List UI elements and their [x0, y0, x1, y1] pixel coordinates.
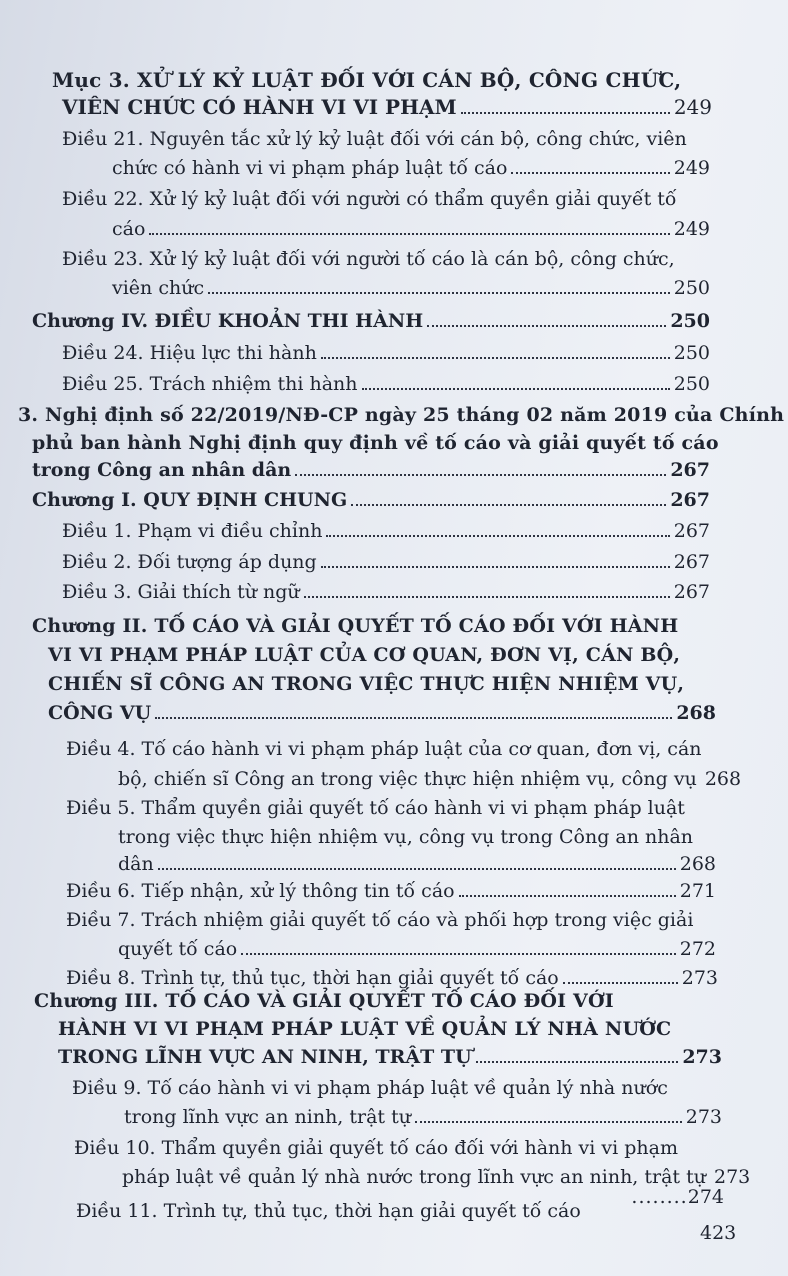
toc-section-muc3-line1: Mục 3. XỬ LÝ KỶ LUẬT ĐỐI VỚI CÁN BỘ, CÔNG CHỨC, [52, 68, 682, 92]
toc-entry-dieu22 [112, 218, 710, 240]
leader-dots [362, 388, 670, 390]
toc-page: 274 [687, 1186, 724, 1208]
leader-dots [511, 172, 669, 174]
toc-text: Điều 2. Đối tượng áp dụng [62, 551, 317, 573]
toc-entry-dieu2 [62, 551, 710, 573]
toc-chapter-3 [58, 1046, 722, 1068]
toc-page: 273 [681, 967, 718, 989]
toc-entry-dieu4 [118, 768, 742, 790]
leader-dots [149, 233, 669, 235]
toc-text: quyết tố cáo [118, 938, 238, 960]
leader-dots [304, 596, 670, 598]
leader-dots: ........ [631, 1186, 688, 1208]
toc-entry-dieu1 [62, 520, 710, 542]
toc-entry-dieu5 [118, 853, 716, 875]
toc-section-muc3 [62, 95, 712, 119]
toc-text: bộ, chiến sĩ Công an trong việc thực hiện nhiệm vụ, công vụ [118, 768, 697, 790]
toc-document-nd22 [32, 459, 710, 481]
toc-page: 268 [704, 768, 742, 790]
leader-dots [241, 953, 676, 955]
toc-text: CÔNG VỤ [48, 702, 152, 724]
toc-chapter-3-line1: Chương III. TỐ CÁO VÀ GIẢI QUYẾT TỐ CÁO ĐỐI VỚI [34, 990, 614, 1012]
toc-page: 249 [673, 95, 712, 119]
toc-entry-dieu21-line1: Điều 21. Nguyên tắc xử lý kỷ luật đối với cán bộ, công chức, viên [62, 128, 687, 150]
toc-page: 272 [679, 938, 716, 960]
toc-chapter-2-line3: CHIẾN SĨ CÔNG AN TRONG VIỆC THỰC HIỆN NHIỆM VỤ, [48, 673, 685, 695]
toc-page: 250 [670, 310, 710, 332]
leader-dots [158, 868, 676, 870]
toc-text: Điều 6. Tiếp nhận, xử lý thông tin tố cáo [66, 880, 455, 902]
toc-text: Điều 11. Trình tự, thủ tục, thời hạn giải quyết tố cáo [76, 1200, 581, 1222]
toc-entry-dieu23-line1: Điều 23. Xử lý kỷ luật đối với người tố cáo là cán bộ, công chức, [62, 248, 675, 270]
toc-document-nd22-line2: phủ ban hành Nghị định quy định về tố cáo và giải quyết tố cáo [32, 432, 719, 454]
toc-page: 249 [673, 218, 710, 240]
toc-text: chức có hành vi vi phạm pháp luật tố cáo [112, 157, 508, 179]
leader-dots [326, 535, 669, 537]
toc-text: pháp luật về quản lý nhà nước trong lĩnh vực an ninh, trật tự [122, 1166, 706, 1188]
toc-entry-dieu23 [112, 277, 710, 299]
toc-text: Chương I. QUY ĐỊNH CHUNG [32, 489, 348, 511]
toc-page: 267 [673, 551, 710, 573]
toc-chapter-2-line2: VI VI PHẠM PHÁP LUẬT CỦA CƠ QUAN, ĐƠN VỊ, CÁN BỘ, [48, 644, 681, 666]
toc-chapter-4 [32, 310, 710, 332]
leader-dots [563, 982, 678, 984]
toc-entry-dieu7-line1: Điều 7. Trách nhiệm giải quyết tố cáo và phối hợp trong việc giải [66, 909, 694, 931]
leader-dots [415, 1121, 682, 1123]
toc-page: 268 [676, 702, 716, 724]
toc-text: trong Công an nhân dân [32, 459, 292, 481]
toc-chapter-2 [48, 702, 716, 724]
toc-entry-dieu6 [66, 880, 716, 902]
toc-page: 267 [673, 581, 710, 603]
toc-chapter-2-line1: Chương II. TỐ CÁO VÀ GIẢI QUYẾT TỐ CÁO ĐỐI VỚI HÀNH [32, 615, 679, 637]
toc-text: TRONG LĨNH VỰC AN NINH, TRẬT TỰ [58, 1046, 472, 1068]
leader-dots [321, 566, 670, 568]
toc-chapter-3-line2: HÀNH VI VI PHẠM PHÁP LUẬT VỀ QUẢN LÝ NHÀ NƯỚC [58, 1018, 672, 1040]
toc-text: Điều 8. Trình tự, thủ tục, thời hạn giải quyết tố cáo [66, 967, 559, 989]
toc-entry-dieu24 [62, 342, 710, 364]
toc-entry-dieu5-line2: trong việc thực hiện nhiệm vụ, công vụ trong Công an nhân [118, 826, 694, 848]
toc-entry-dieu4-line1: Điều 4. Tố cáo hành vi vi phạm pháp luật của cơ quan, đơn vị, cán [66, 738, 702, 760]
toc-text: Chương IV. ĐIỀU KHOẢN THI HÀNH [32, 310, 424, 332]
leader-dots [155, 717, 672, 719]
toc-page: 273 [685, 1106, 722, 1128]
toc-text: viên chức [112, 277, 205, 299]
leader-dots [351, 504, 666, 506]
leader-dots [461, 112, 670, 114]
toc-entry-dieu22-line1: Điều 22. Xử lý kỷ luật đối với người có thẩm quyền giải quyết tố [62, 188, 677, 210]
toc-text: VIÊN CHỨC CÓ HÀNH VI VI PHẠM [62, 95, 457, 119]
toc-text: trong lĩnh vực an ninh, trật tự [124, 1106, 411, 1128]
toc-entry-dieu5-line1: Điều 5. Thẩm quyền giải quyết tố cáo hành vi vi phạm pháp luật [66, 797, 685, 819]
leader-dots [321, 357, 670, 359]
toc-page: 267 [673, 520, 710, 542]
toc-page: 250 [673, 342, 710, 364]
toc-page: 273 [713, 1166, 751, 1188]
toc-entry-dieu9 [124, 1106, 722, 1128]
leader-dots [208, 292, 670, 294]
toc-chapter-1 [32, 489, 710, 511]
toc-page: 250 [673, 277, 710, 299]
toc-page: 273 [682, 1046, 722, 1068]
leader-dots [459, 895, 676, 897]
toc-entry-dieu8 [66, 967, 718, 989]
toc-text: dân [118, 853, 154, 875]
toc-page-274 [594, 1186, 724, 1208]
leader-dots [295, 474, 666, 476]
toc-entry-dieu10-line1: Điều 10. Thẩm quyền giải quyết tố cáo đối với hành vi vi phạm [74, 1137, 678, 1159]
toc-text: Điều 24. Hiệu lực thi hành [62, 342, 317, 364]
toc-text: Điều 1. Phạm vi điều chỉnh [62, 520, 323, 542]
toc-text: Điều 3. Giải thích từ ngữ [62, 581, 300, 603]
toc-entry-dieu11 [76, 1200, 581, 1222]
toc-document-nd22-line1: 3. Nghị định số 22/2019/NĐ-CP ngày 25 tháng 02 năm 2019 của Chính [18, 404, 785, 426]
leader-dots [427, 325, 666, 327]
toc-entry-dieu25 [62, 373, 710, 395]
leader-dots [476, 1061, 679, 1063]
toc-page: 267 [670, 489, 710, 511]
toc-entry-dieu9-line1: Điều 9. Tố cáo hành vi vi phạm pháp luật về quản lý nhà nước [72, 1077, 668, 1099]
toc-entry-dieu10 [122, 1166, 751, 1188]
toc-page: 250 [673, 373, 710, 395]
toc-entry-dieu7 [118, 938, 716, 960]
toc-page: 267 [670, 459, 710, 481]
toc-page: 271 [679, 880, 716, 902]
page-number: 423 [700, 1222, 737, 1244]
toc-text: Điều 25. Trách nhiệm thi hành [62, 373, 358, 395]
toc-page: 268 [679, 853, 716, 875]
toc-entry-dieu3 [62, 581, 710, 603]
toc-entry-dieu21 [112, 157, 710, 179]
toc-text: cáo [112, 218, 146, 240]
toc-page: 249 [673, 157, 710, 179]
